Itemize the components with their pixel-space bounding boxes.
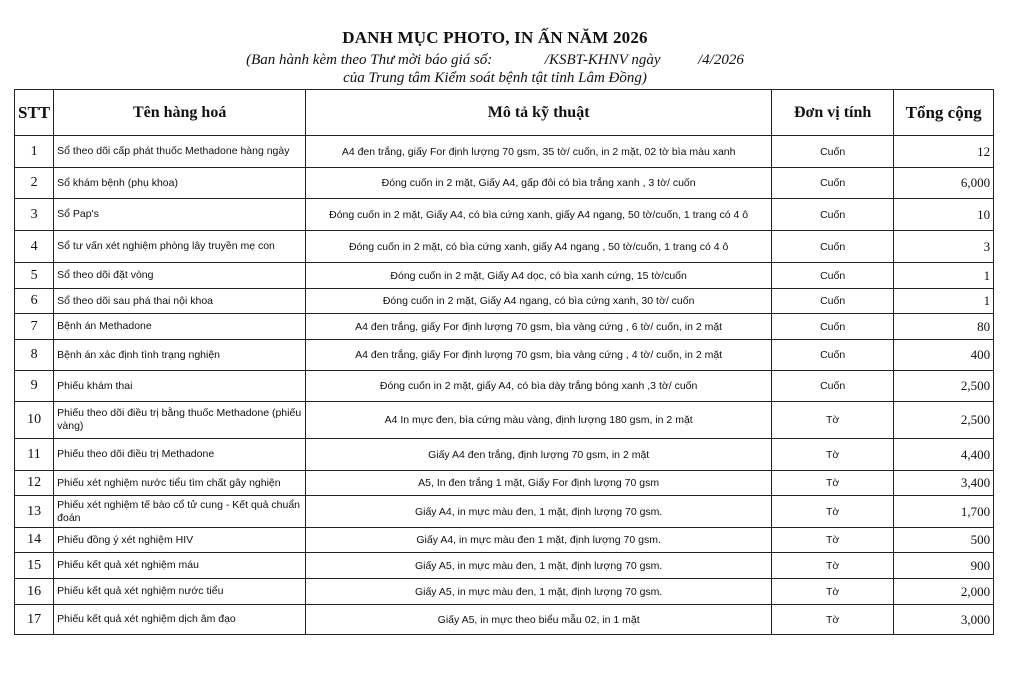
- cell-name: Bệnh án xác định tình trạng nghiện: [54, 340, 306, 371]
- cell-stt: 17: [15, 605, 54, 635]
- cell-unit: Cuốn: [772, 289, 894, 314]
- cell-total: 900: [894, 553, 994, 579]
- cell-stt: 5: [15, 263, 54, 289]
- cell-name: Sổ tư vấn xét nghiệm phòng lây truyền mẹ con: [54, 231, 306, 263]
- cell-desc: Giấy A5, in mực màu đen, 1 mặt, định lượng 70 gsm.: [306, 553, 772, 579]
- cell-unit: Tờ: [772, 439, 894, 471]
- cell-unit: Cuốn: [772, 371, 894, 402]
- cell-desc: A4 đen trắng, giấy For định lượng 70 gsm, 35 tờ/ cuốn, in 2 mặt, 02 tờ bìa màu xanh: [306, 136, 772, 168]
- cell-unit: Cuốn: [772, 199, 894, 231]
- cell-name: Phiếu theo dõi điều trị bằng thuốc Methadone (phiếu vàng): [54, 402, 306, 439]
- cell-stt: 7: [15, 314, 54, 340]
- cell-desc: Giấy A4, in mực màu đen 1 mặt, định lượng 70 gsm.: [306, 528, 772, 553]
- table-row: [15, 605, 994, 635]
- cell-desc: Giấy A5, in mực màu đen, 1 mặt, định lượng 70 gsm.: [306, 579, 772, 605]
- header-name: Tên hàng hoá: [54, 90, 306, 136]
- cell-total: 2,500: [894, 371, 994, 402]
- cell-total: 3,400: [894, 471, 994, 496]
- table-row: [15, 371, 994, 402]
- table-row: [15, 553, 994, 579]
- cell-desc: Giấy A4 đen trắng, định lượng 70 gsm, in 2 mặt: [306, 439, 772, 471]
- cell-name: Sổ theo dõi đặt vòng: [54, 263, 306, 289]
- cell-desc: A4 In mực đen, bìa cứng màu vàng, định lượng 180 gsm, in 2 mặt: [306, 402, 772, 439]
- cell-total: 80: [894, 314, 994, 340]
- table-header-row: [15, 90, 994, 136]
- table-row: [15, 289, 994, 314]
- cell-stt: 16: [15, 579, 54, 605]
- document-title: DANH MỤC PHOTO, IN ẤN NĂM 2026: [342, 28, 648, 47]
- cell-name: Phiếu đồng ý xét nghiệm HIV: [54, 528, 306, 553]
- cell-name: Phiếu xét nghiệm nước tiểu tìm chất gây nghiện: [54, 471, 306, 496]
- cell-name: Sổ theo dõi sau phá thai nội khoa: [54, 289, 306, 314]
- header-desc: Mô tả kỹ thuật: [306, 90, 772, 136]
- table-row: [15, 340, 994, 371]
- cell-name: Phiếu kết quả xét nghiệm máu: [54, 553, 306, 579]
- cell-desc: Đóng cuốn in 2 mặt, có bìa cứng xanh, giấy A4 ngang , 50 tờ/cuốn, 1 trang có 4 ô: [306, 231, 772, 263]
- cell-total: 2,500: [894, 402, 994, 439]
- cell-unit: Tờ: [772, 579, 894, 605]
- table-row: [15, 168, 994, 199]
- table-row: [15, 231, 994, 263]
- cell-stt: 9: [15, 371, 54, 402]
- cell-stt: 14: [15, 528, 54, 553]
- table-row: [15, 528, 994, 553]
- table-row: [15, 314, 994, 340]
- header-unit: Đơn vị tính: [772, 90, 894, 136]
- cell-total: 500: [894, 528, 994, 553]
- cell-name: Phiếu khám thai: [54, 371, 306, 402]
- cell-desc: Giấy A5, in mực theo biểu mẫu 02, in 1 mặt: [306, 605, 772, 635]
- cell-total: 6,000: [894, 168, 994, 199]
- cell-unit: Tờ: [772, 553, 894, 579]
- cell-desc: Đóng cuốn in 2 mặt, Giấy A4, có bìa cứng xanh, giấy A4 ngang, 50 tờ/cuốn, 1 trang có 4 ô: [306, 199, 772, 231]
- cell-unit: Tờ: [772, 402, 894, 439]
- cell-stt: 13: [15, 496, 54, 528]
- cell-stt: 10: [15, 402, 54, 439]
- cell-desc: Đóng cuốn in 2 mặt, Giấy A4, gấp đôi có bìa trắng xanh , 3 tờ/ cuốn: [306, 168, 772, 199]
- table-row: [15, 263, 994, 289]
- cell-desc: A4 đen trắng, giấy For định lượng 70 gsm, bìa vàng cứng , 6 tờ/ cuốn, in 2 mặt: [306, 314, 772, 340]
- cell-name: Sổ khám bệnh (phụ khoa): [54, 168, 306, 199]
- cell-total: 400: [894, 340, 994, 371]
- cell-name: Phiếu kết quả xét nghiệm nước tiểu: [54, 579, 306, 605]
- cell-total: 1: [894, 263, 994, 289]
- cell-total: 3,000: [894, 605, 994, 635]
- header-stt: STT: [15, 90, 54, 136]
- cell-desc: A5, In đen trắng 1 mặt, Giấy For định lượng 70 gsm: [306, 471, 772, 496]
- cell-desc: Đóng cuốn in 2 mặt, Giấy A4 ngang, có bìa cứng xanh, 30 tờ/ cuốn: [306, 289, 772, 314]
- cell-unit: Tờ: [772, 496, 894, 528]
- table-row: [15, 496, 994, 528]
- cell-name: Bệnh án Methadone: [54, 314, 306, 340]
- goods-table: [14, 89, 994, 635]
- cell-total: 2,000: [894, 579, 994, 605]
- document-subtitle-line2: của Trung tâm Kiểm soát bệnh tật tỉnh Lâm Đồng): [343, 70, 647, 86]
- cell-stt: 12: [15, 471, 54, 496]
- cell-name: Phiếu theo dõi điều trị Methadone: [54, 439, 306, 471]
- table-row: [15, 471, 994, 496]
- cell-total: 10: [894, 199, 994, 231]
- table-row: [15, 199, 994, 231]
- cell-stt: 6: [15, 289, 54, 314]
- cell-total: 1,700: [894, 496, 994, 528]
- cell-unit: Tờ: [772, 605, 894, 635]
- cell-desc: Giấy A4, in mực màu đen, 1 mặt, định lượng 70 gsm.: [306, 496, 772, 528]
- cell-stt: 8: [15, 340, 54, 371]
- cell-name: Sổ theo dõi cấp phát thuốc Methadone hàng ngày: [54, 136, 306, 168]
- cell-unit: Cuốn: [772, 263, 894, 289]
- cell-stt: 4: [15, 231, 54, 263]
- cell-unit: Cuốn: [772, 314, 894, 340]
- cell-stt: 2: [15, 168, 54, 199]
- cell-stt: 11: [15, 439, 54, 471]
- cell-name: Phiếu kết quả xét nghiệm dịch âm đạo: [54, 605, 306, 635]
- cell-desc: A4 đen trắng, giấy For định lượng 70 gsm, bìa vàng cứng , 4 tờ/ cuốn, in 2 mặt: [306, 340, 772, 371]
- table-row: [15, 402, 994, 439]
- cell-total: 12: [894, 136, 994, 168]
- cell-name: Phiếu xét nghiệm tế bào cổ tử cung - Kết quả chuẩn đoán: [54, 496, 306, 528]
- cell-unit: Cuốn: [772, 340, 894, 371]
- document-subtitle-line1: (Ban hành kèm theo Thư mời báo giá số: /KSBT-KHNV ngày /4/2026: [246, 52, 744, 68]
- cell-stt: 1: [15, 136, 54, 168]
- cell-desc: Đóng cuốn in 2 mặt, Giấy A4 dọc, có bìa xanh cứng, 15 tờ/cuốn: [306, 263, 772, 289]
- cell-total: 4,400: [894, 439, 994, 471]
- table-row: [15, 136, 994, 168]
- cell-total: 3: [894, 231, 994, 263]
- cell-name: Sổ Pap's: [54, 199, 306, 231]
- header-total: Tổng cộng: [894, 90, 994, 136]
- cell-unit: Cuốn: [772, 168, 894, 199]
- cell-desc: Đóng cuốn in 2 mặt, giấy A4, có bìa dày trắng bóng xanh ,3 tờ/ cuốn: [306, 371, 772, 402]
- cell-unit: Tờ: [772, 471, 894, 496]
- table-row: [15, 579, 994, 605]
- cell-stt: 15: [15, 553, 54, 579]
- cell-unit: Cuốn: [772, 136, 894, 168]
- cell-unit: Tờ: [772, 528, 894, 553]
- cell-stt: 3: [15, 199, 54, 231]
- cell-unit: Cuốn: [772, 231, 894, 263]
- cell-total: 1: [894, 289, 994, 314]
- table-row: [15, 439, 994, 471]
